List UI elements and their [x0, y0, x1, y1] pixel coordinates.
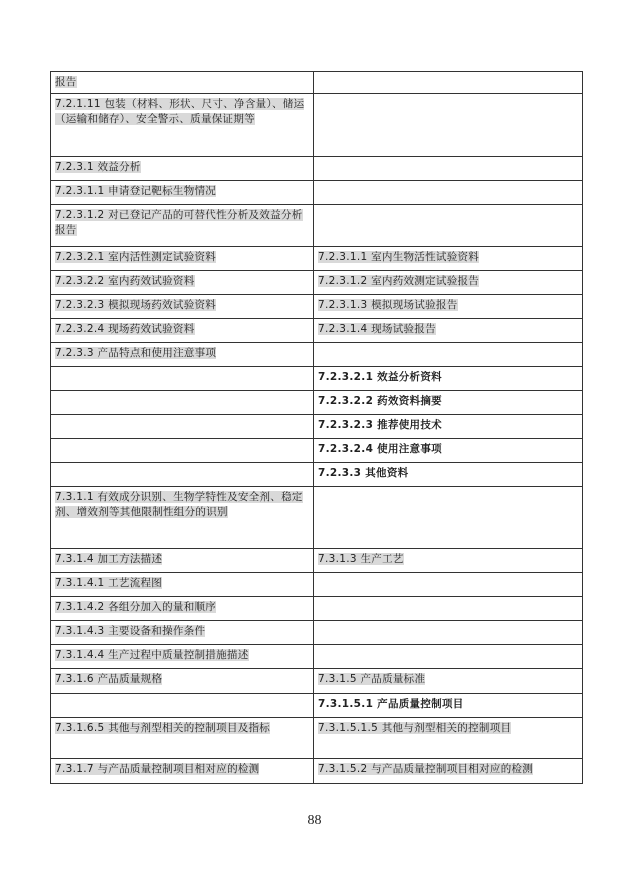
table-row: [51, 463, 583, 487]
right-cell: [314, 573, 583, 597]
right-cell-text: 7.2.3.2.4 使用注意事项: [318, 443, 442, 455]
table-row: [51, 295, 583, 319]
right-cell-text: 7.2.3.3 其他资料: [318, 467, 409, 479]
table-row: [51, 549, 583, 573]
right-cell-text: 7.2.3.2.2 药效资料摘要: [318, 395, 442, 407]
right-cell: [314, 645, 583, 669]
left-cell: [51, 247, 314, 271]
right-cell: [314, 487, 583, 549]
left-cell-text: 7.2.3.1.2 对已登记产品的可替代性分析及效益分析报告: [55, 209, 303, 236]
right-cell: [314, 271, 583, 295]
left-cell: [51, 295, 314, 319]
table-row: [51, 319, 583, 343]
right-cell: [314, 694, 583, 718]
left-cell-text: 7.2.1.11 包装（材料、形状、尺寸、净含量）、储运（运输和储存）、安全警示、质量保证期等: [55, 98, 305, 125]
left-cell-text: 7.3.1.6.5 其他与剂型相关的控制项目及指标: [55, 722, 271, 734]
right-cell-text: 7.3.1.5.1 产品质量控制项目: [318, 698, 464, 710]
right-cell-text: 7.2.3.1.3 模拟现场试验报告: [318, 299, 458, 311]
page-number: 88: [307, 813, 322, 828]
left-cell-text: 7.2.3.2.1 室内活性测定试验资料: [55, 251, 217, 263]
comparison-table: [50, 71, 583, 784]
left-cell: [51, 343, 314, 367]
right-cell-text: 7.2.3.1.1 室内生物活性试验资料: [318, 251, 480, 263]
left-cell-text: 7.3.1.4.2 各组分加入的量和顺序: [55, 601, 217, 613]
table-row: [51, 621, 583, 645]
left-cell-text: 7.2.3.2.2 室内药效试验资料: [55, 275, 195, 287]
left-cell: [51, 319, 314, 343]
table-row: [51, 367, 583, 391]
right-cell-text: 7.2.3.2.1 效益分析资料: [318, 371, 442, 383]
right-cell: [314, 247, 583, 271]
left-cell: [51, 694, 314, 718]
left-cell: [51, 463, 314, 487]
left-cell: [51, 181, 314, 205]
table-row: [51, 343, 583, 367]
right-cell: [314, 94, 583, 157]
right-cell: [314, 597, 583, 621]
right-cell: [314, 367, 583, 391]
comparison-table-body: [51, 72, 583, 784]
left-cell: [51, 669, 314, 694]
right-cell: [314, 669, 583, 694]
table-row: [51, 391, 583, 415]
left-cell-text: 报告: [55, 76, 77, 88]
right-cell: [314, 718, 583, 759]
right-cell: [314, 415, 583, 439]
left-cell-text: 7.3.1.1 有效成分识别、生物学特性及安全剂、稳定剂、增效剂等其他限制性组分的识别: [55, 491, 303, 518]
table-row: [51, 759, 583, 784]
table-row: [51, 669, 583, 694]
left-cell: [51, 621, 314, 645]
right-cell: [314, 72, 583, 94]
right-cell: [314, 295, 583, 319]
table-row: [51, 573, 583, 597]
right-cell-text: 7.2.3.2.3 推荐使用技术: [318, 419, 442, 431]
left-cell-text: 7.2.3.3 产品特点和使用注意事项: [55, 347, 217, 359]
right-cell: [314, 549, 583, 573]
table-row: [51, 415, 583, 439]
right-cell: [314, 205, 583, 247]
left-cell-text: 7.3.1.7 与产品质量控制项目相对应的检测: [55, 763, 260, 775]
right-cell: [314, 319, 583, 343]
left-cell: [51, 549, 314, 573]
table-row: [51, 247, 583, 271]
left-cell-text: 7.2.3.2.3 模拟现场药效试验资料: [55, 299, 217, 311]
table-row: [51, 205, 583, 247]
table-row: [51, 157, 583, 181]
left-cell-text: 7.3.1.4.4 生产过程中质量控制措施描述: [55, 649, 249, 661]
left-cell: [51, 94, 314, 157]
left-cell: [51, 391, 314, 415]
table-row: [51, 72, 583, 94]
right-cell-text: 7.3.1.3 生产工艺: [318, 553, 404, 565]
left-cell: [51, 597, 314, 621]
table-row: [51, 181, 583, 205]
left-cell: [51, 367, 314, 391]
right-cell: [314, 343, 583, 367]
left-cell: [51, 573, 314, 597]
left-cell: [51, 645, 314, 669]
left-cell-text: 7.2.3.2.4 现场药效试验资料: [55, 323, 195, 335]
right-cell: [314, 157, 583, 181]
right-cell: [314, 439, 583, 463]
right-cell: [314, 391, 583, 415]
left-cell: [51, 271, 314, 295]
table-row: [51, 439, 583, 463]
table-row: [51, 271, 583, 295]
left-cell-text: 7.3.1.4.1 工艺流程图: [55, 577, 163, 589]
left-cell: [51, 487, 314, 549]
table-row: [51, 645, 583, 669]
right-cell: [314, 759, 583, 784]
left-cell: [51, 157, 314, 181]
table-row: [51, 487, 583, 549]
left-cell: [51, 72, 314, 94]
left-cell-text: 7.3.1.4.3 主要设备和操作条件: [55, 625, 206, 637]
table-row: [51, 718, 583, 759]
table-row: [51, 94, 583, 157]
right-cell: [314, 181, 583, 205]
right-cell: [314, 621, 583, 645]
right-cell-text: 7.3.1.5 产品质量标准: [318, 673, 426, 685]
left-cell-text: 7.3.1.4 加工方法描述: [55, 553, 163, 565]
left-cell: [51, 415, 314, 439]
right-cell-text: 7.3.1.5.1.5 其他与剂型相关的控制项目: [318, 722, 512, 734]
right-cell: [314, 463, 583, 487]
left-cell-text: 7.3.1.6 产品质量规格: [55, 673, 163, 685]
left-cell-text: 7.2.3.1 效益分析: [55, 161, 141, 173]
left-cell: [51, 718, 314, 759]
left-cell: [51, 205, 314, 247]
right-cell-text: 7.2.3.1.4 现场试验报告: [318, 323, 436, 335]
right-cell-text: 7.2.3.1.2 室内药效测定试验报告: [318, 275, 480, 287]
table-row: [51, 597, 583, 621]
left-cell: [51, 439, 314, 463]
right-cell-text: 7.3.1.5.2 与产品质量控制项目相对应的检测: [318, 763, 534, 775]
table-row: [51, 694, 583, 718]
left-cell: [51, 759, 314, 784]
left-cell-text: 7.2.3.1.1 申请登记靶标生物情况: [55, 185, 217, 197]
